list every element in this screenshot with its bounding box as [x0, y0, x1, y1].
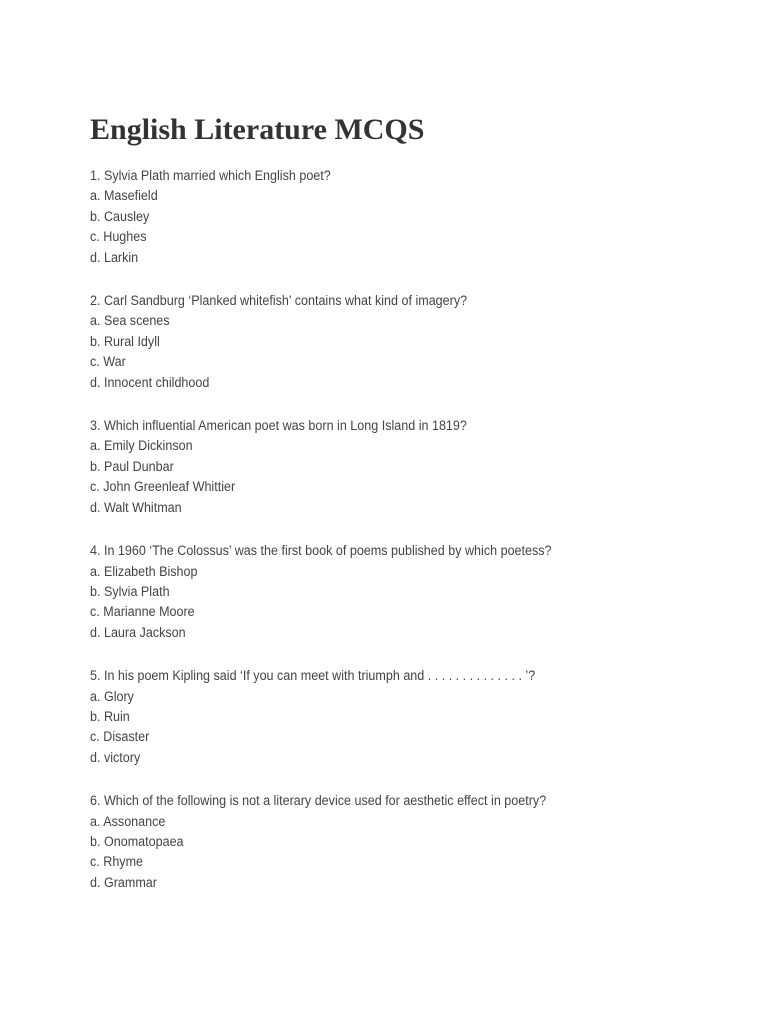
question-text: 5. In his poem Kipling said ‘If you can meet with triumph and . . . . . . . . . . . . . . ’?: [90, 668, 536, 684]
question-text: 2. Carl Sandburg ‘Planked whitefish’ contains what kind of imagery?: [90, 293, 468, 309]
option-c: c. Disaster: [90, 729, 150, 745]
option-c: c. War: [90, 354, 126, 370]
question-3: [90, 416, 730, 518]
option-d: d. Innocent childhood: [90, 374, 210, 390]
option-a: a. Sea scenes: [90, 313, 170, 329]
question-5: [90, 666, 730, 768]
option-b: b. Paul Dunbar: [90, 458, 174, 474]
option-c: c. Rhyme: [90, 854, 144, 870]
question-4: [90, 541, 730, 643]
option-list: [90, 436, 730, 518]
option-d: d. victory: [90, 749, 141, 765]
option-a: a. Masefield: [90, 188, 158, 204]
question-text: 6. Which of the following is not a literary device used for aesthetic effect in poetry?: [90, 793, 547, 809]
option-d: d. Walt Whitman: [90, 499, 182, 515]
question-text: 3. Which influential American poet was born in Long Island in 1819?: [90, 418, 467, 434]
question-1: [90, 166, 730, 268]
option-list: [90, 562, 730, 644]
option-c: c. Hughes: [90, 229, 147, 245]
option-d: d. Grammar: [90, 874, 157, 890]
option-b: b. Rural Idyll: [90, 333, 160, 349]
option-a: a. Assonance: [90, 813, 166, 829]
option-c: c. John Greenleaf Whittier: [90, 479, 236, 495]
option-b: b. Ruin: [90, 708, 130, 724]
option-a: a. Emily Dickinson: [90, 438, 193, 454]
option-c: c. Marianne Moore: [90, 604, 195, 620]
option-a: a. Glory: [90, 688, 134, 704]
option-b: b. Sylvia Plath: [90, 583, 170, 599]
option-b: b. Causley: [90, 208, 150, 224]
question-list: [90, 166, 730, 916]
option-list: [90, 186, 730, 268]
page-title: English Literature MCQS: [90, 113, 425, 146]
option-list: [90, 687, 730, 769]
option-d: d. Larkin: [90, 249, 139, 265]
option-list: [90, 311, 730, 393]
option-a: a. Elizabeth Bishop: [90, 563, 198, 579]
question-text: 4. In 1960 ‘The Colossus’ was the first book of poems published by which poetess?: [90, 543, 552, 559]
question-text: 1. Sylvia Plath married which English poet?: [90, 168, 331, 183]
option-d: d. Laura Jackson: [90, 624, 186, 640]
question-2: [90, 291, 730, 393]
option-list: [90, 812, 730, 894]
option-b: b. Onomatopaea: [90, 833, 184, 849]
question-6: [90, 791, 730, 893]
